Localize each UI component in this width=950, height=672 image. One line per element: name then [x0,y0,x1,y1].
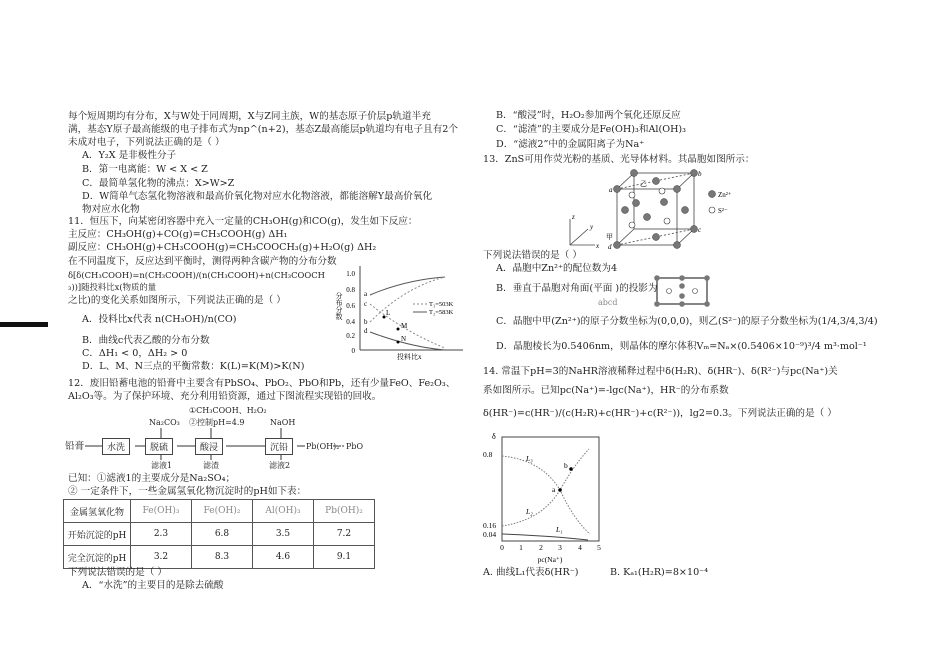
q11-option-a: A．投料比x代表 n(CH₃OH)/n(CO) [82,314,237,325]
reagent-na2co3: Na₂CO₃ [149,418,180,427]
text-label: L₁ [556,525,563,534]
text-label: Al(OH)₃ [253,500,314,523]
q10-option-c: C．最简单氢化物的沸点：X>W>Z [82,178,235,189]
q12-option-c: C．“滤渣”的主要成分是Fe(OH)₃和Al(OH)₃ [496,124,687,135]
text-label: y [590,223,594,231]
text-label: M [401,322,408,330]
reagent-naoh: NaOH [270,418,296,427]
q14-text: δ(HR⁻)=c(HR⁻)/(c(H₂R)+c(HR⁻)+c(R²⁻))，lg2=0.3。下列说法正确的是（ ） [483,408,837,419]
text-label: a [552,485,556,494]
y-tick: 0.2 [346,332,355,340]
flow-diagram [65,405,365,471]
known-2: ② 一定条件下，一些金属氢氧化物沉淀时的pH如下表： [68,486,307,497]
q10-option-d-cont: 物对应水化物 [82,204,140,215]
q12-text: Al₂O₃等。为了保护环境、充分利用铅资源，通过下图流程实现铅的回收。 [68,391,382,402]
known-1: 已知：①滤液1的主要成分是Na₂SO₄； [68,473,236,484]
y-tick: 0.8 [483,450,493,459]
q12-option-a: A．“水洗”的主要目的是除去硫酸 [82,580,224,591]
text-label: 1 [519,543,523,552]
q11-option-d: D．L、M、N三点的平衡常数：K(L)=K(M)>K(N) [82,361,305,372]
product-pb-oh2: Pb(OH)₂ [306,442,340,451]
q14-option-a: A. 曲线L₁代表δ(HR⁻) [483,567,579,578]
margin-bar [0,322,48,327]
text-label: z [572,213,575,221]
projection-figure [654,275,710,307]
q14-option-b: B. Kₐ₁(H₂R)=8×10⁻⁴ [610,567,709,578]
x-axis-label: pc(Na⁺) [537,555,563,564]
s-atoms [629,188,670,228]
q13-option-a: A．晶胞中Zn²⁺的配位数为4 [496,263,618,274]
text-label: S²⁻ [718,207,728,215]
q10-option-a: A．Y₂X 是非极性分子 [82,150,177,161]
zns-unit-cell-diagram [560,167,760,249]
text-label: Pb(OH)₂ [314,500,375,523]
q12-option-d: D．“滤液2”中的金属阳离子为Na⁺ [496,139,645,150]
filtrate-1: 滤液1 [151,461,173,470]
q10-text: 每个短周期均有分布，X与W处于同周期，X与Z同主族，W的基态原子价层p轨道半充 [68,111,431,122]
curve-L2 [502,449,589,526]
legend-t1: T₁=503K [429,301,454,308]
text-label: L₂ [526,507,533,516]
text-label: 9.1 [314,546,375,569]
legend-s-icon [709,207,715,213]
curve-label-d: d [364,327,368,335]
q12-text: 12．废旧铅蓄电池的铅膏中主要含有PbSO₄、PbO₂、PbO和Pb，还有少量FeO、Fe₂O₃、 [68,378,456,389]
text-label: 3.5 [253,523,314,546]
text-label: 4.6 [253,546,314,569]
curve-label-b: b [364,318,368,326]
text-label: 4 [578,543,582,552]
point-a [558,488,562,492]
text-label: 5 [597,543,601,552]
q14-distribution-graph [482,430,602,565]
text-label: x [596,242,600,249]
q13-ask: 下列说法错误的是（ ） [483,250,582,261]
point-b [569,467,573,471]
q12-ask: 下列说法错误的是（ ） [68,567,167,578]
table-header [64,500,375,523]
flow-step-wash: 水洗 [102,438,130,455]
text-label: 3.2 [131,546,192,569]
text-label: 金属氢氧化物 [64,500,131,523]
q13-text: 13．ZnS可用作荧光粉的基质、光导体材料。其晶胞如图所示： [483,154,755,165]
curve-label-a: a [364,290,368,298]
flow-start: 铅膏 [65,441,85,452]
point-M [397,328,400,331]
y-tick: 0 [351,347,355,355]
text-label: Fe(OH)₃ [131,500,192,523]
flow-step-desulfurize: 脱硫 [145,438,173,455]
y-tick: 0.4 [346,318,355,326]
curve-L1 [502,534,588,540]
product-pbo: PbO [346,442,364,451]
table-row [64,523,375,546]
text-label: L₃ [526,454,533,463]
curve-L3 [502,456,590,534]
q11-delta-formula: δ[δ(CH₃COOH)=n(CH₃COOH)/(n(CH₃COOH)+n(CH₃COOCH₃))]随投料比x(物质的量 [68,270,325,292]
x-axis-label: 投料比x [397,353,422,360]
q12-option-b: B．“酸浸”时，H₂O₂参加两个氧化还原反应 [496,110,681,121]
text-label: 0 [500,543,504,552]
text-label: L [386,309,391,317]
label-c: c [698,226,702,234]
curve-a [370,277,445,295]
q13-option-b: B．垂直于晶胞对角面(平面 )的投影为 [496,283,658,294]
text-label: 8.3 [192,546,253,569]
text-label: 3 [558,543,562,552]
label-a: a [609,186,613,194]
y-axis-label: 分布分数 [335,292,343,320]
y-axis-label: δ [492,432,496,441]
text-label: 完全沉淀的pH [64,546,131,569]
curve-d [370,332,445,350]
table-row [64,546,375,569]
q11-option-b: B．曲线c代表乙酸的分布分数 [82,335,210,346]
y-tick: 0.8 [346,286,355,294]
q11-text: 11．恒压下，向某密闭容器中充入一定量的CH₃OH(g)和CO(g)，发生如下反应： [68,216,418,227]
label-yi: 乙 [640,180,647,188]
flow-step-acid-leach: 酸浸 [195,438,223,455]
q11-text: 之比)的变化关系如图所示，下列说法正确的是（ ） [68,295,286,306]
q10-text: 满，基态Y原子最高能级的电子排布式为np^(n+2)，基态Z最高能层p轨道均有电子且有2个 [68,124,459,135]
legend-zn-icon [709,191,716,198]
q11-side-reaction: 副反应：CH₃OH(g)+CH₃COOH(g)=CH₃COOCH₃(g)+H₂O(g) ΔH₂ [68,242,377,253]
y-tick: 0.6 [346,302,355,310]
text-label: b [564,461,568,470]
q10-option-d: D．W简单气态氢化物溶液和最高价氧化物对应水化物溶液，都能溶解Y最高价氧化 [82,191,433,202]
text-label: Zn²⁺ [718,191,732,199]
text-label: N [401,335,407,343]
q10-text: 未成对电子，下列说法正确的是（ ） [68,137,225,148]
q14-text: 系如图所示。已知pc(Na⁺)=-lgc(Na⁺)，HR⁻的分布系数 [483,385,729,396]
label-jia: 甲 [606,233,613,241]
text-label: 6.8 [192,523,253,546]
text-label: 开始沉淀的pH [64,523,131,546]
text-label: 2 [539,543,543,552]
filtrate-2: 滤液2 [269,461,291,470]
y-tick: 1.0 [346,270,355,278]
ph-table [63,499,375,569]
q11-distribution-graph [335,262,470,360]
reagent-acid: ①CH₃COOH、H₂O₂ [189,406,267,415]
label-b: b [698,170,702,178]
q11-option-c: C．ΔH₁ < 0，ΔH₂ > 0 [82,348,188,359]
label-d: d [608,243,612,249]
flow-step-precipitate: 沉铅 [265,438,293,455]
q10-option-b: B．第一电离能：W < X < Z [82,164,208,175]
text-label: 2.3 [131,523,192,546]
q11-main-reaction: 主反应：CH₃OH(g)+CO(g)=CH₃COOH(g) ΔH₁ [68,229,288,240]
reagent-ph: ②控制pH=4.9 [189,418,245,427]
q11-text: 在不同温度下，反应达到平衡时，测得两种含碳产物的分布分数 [68,256,337,267]
residue: 滤渣 [203,461,219,470]
point-N [397,341,400,344]
q14-text: 14. 常温下pH=3的NaHR溶液稀释过程中δ(H₂R)、δ(HR⁻)、δ(R²⁻)与pc(Na⁺)关 [483,366,838,377]
q13-option-d: D．晶胞棱长为0.5406nm，则晶体的摩尔体积Vₘ=Nₐ×(0.5406×10⁻⁹)³/4 m³·mol⁻¹ [496,341,867,352]
text-label: 7.2 [314,523,375,546]
plane-label: abcd [598,298,618,307]
text-label: Fe(OH)₂ [192,500,253,523]
legend-t2: T₂=583K [429,309,454,316]
q13-option-c: C．晶胞中甲(Zn²⁺)的原子分数坐标为(0,0,0)，则乙(S²⁻)的原子分数坐标为(1/4,3/4,3/4) [496,316,878,327]
curve-label-c: c [364,300,368,308]
y-tick: 0.16 [483,521,497,530]
y-tick: 0.04 [483,530,497,539]
